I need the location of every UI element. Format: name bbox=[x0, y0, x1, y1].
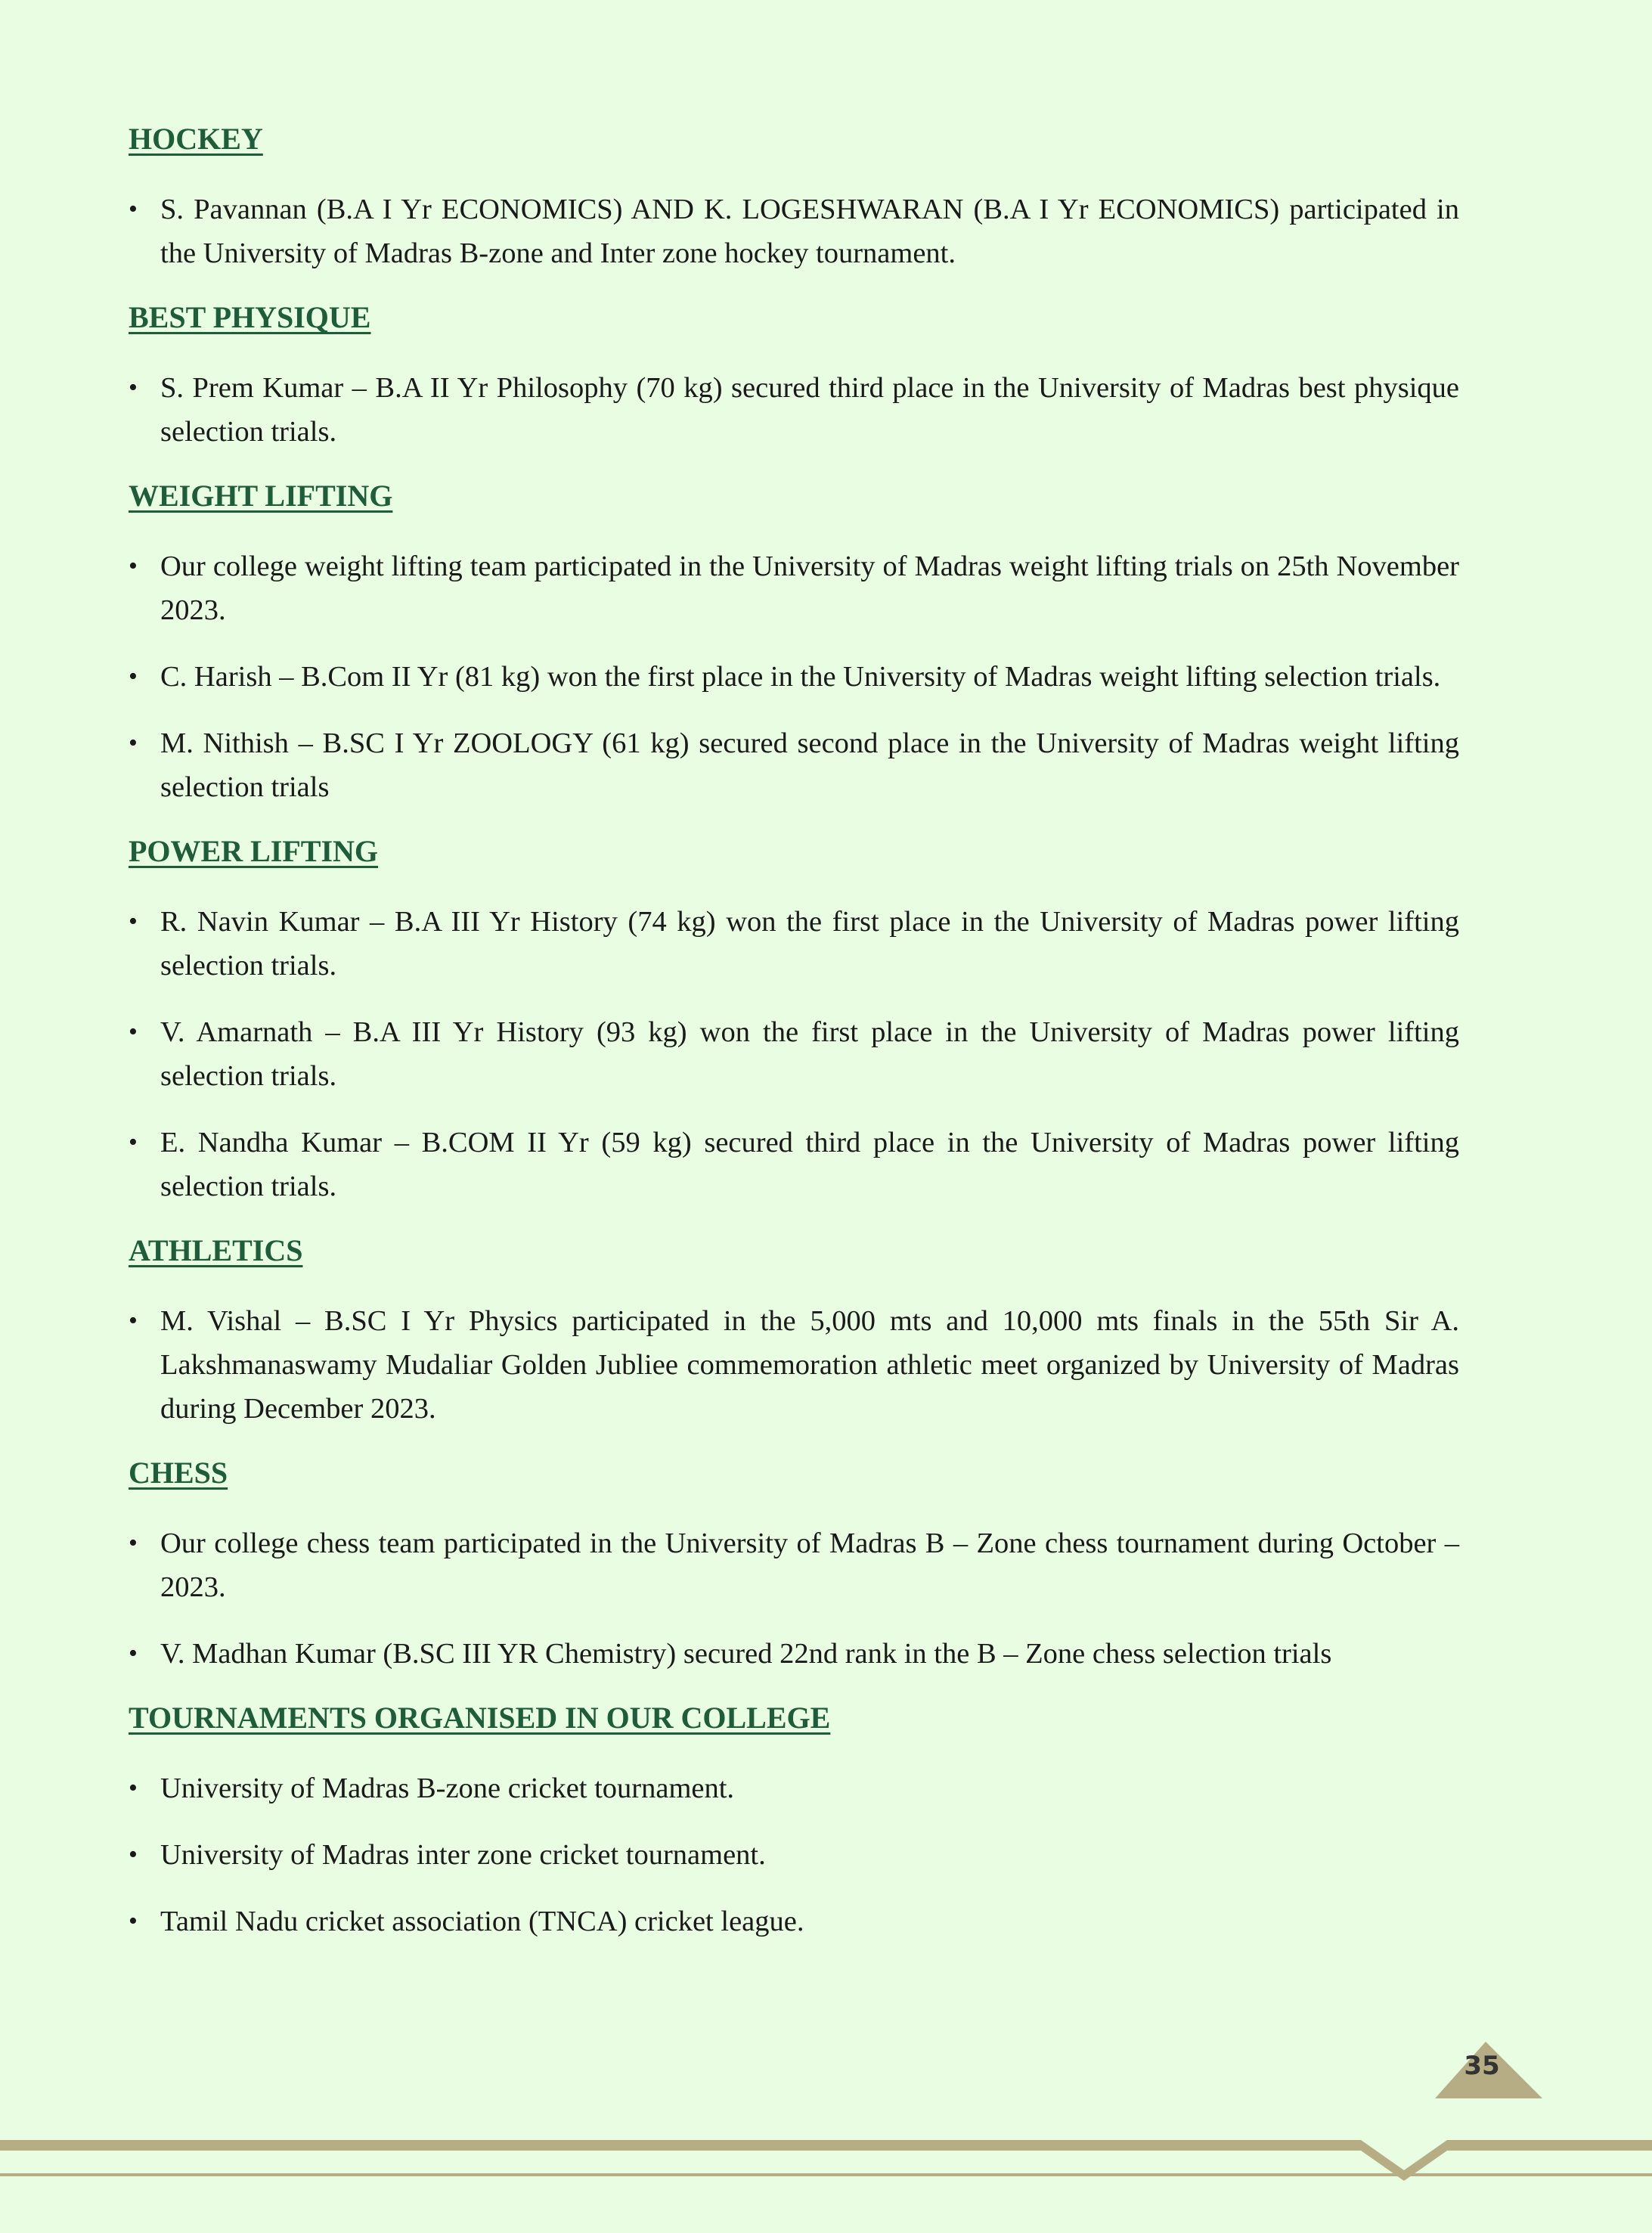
item-text: V. Amarnath – B.A III Yr History (93 kg) won the first place in the University of Madras power lifting selection trials. bbox=[160, 1016, 1459, 1092]
section-power-lifting bbox=[129, 832, 1459, 1208]
page-number: 35 bbox=[1464, 2051, 1500, 2081]
section-heading: TOURNAMENTS ORGANISED IN OUR COLLEGE bbox=[129, 1701, 831, 1735]
bullet-icon: • bbox=[129, 1639, 138, 1667]
list-item bbox=[129, 900, 1459, 988]
list-item bbox=[129, 188, 1459, 275]
list-item bbox=[129, 721, 1459, 809]
page-content bbox=[129, 119, 1459, 1966]
section-chess bbox=[129, 1453, 1459, 1676]
item-text: Our college chess team participated in the University of Madras B – Zone chess tournament during October – 2023. bbox=[160, 1527, 1459, 1603]
list-item bbox=[129, 1833, 1459, 1877]
item-text: University of Madras B-zone cricket tournament. bbox=[160, 1772, 735, 1804]
item-text: M. Vishal – B.SC I Yr Physics participated in the 5,000 mts and 10,000 mts finals in the 55th Sir A. Lakshmanaswamy Mudaliar Golden Jubliee commemoration athletic meet organized by University of Madras during December 2023. bbox=[160, 1305, 1459, 1425]
list-item bbox=[129, 1299, 1459, 1431]
list-item bbox=[129, 544, 1459, 632]
item-text: S. Pavannan (B.A I Yr ECONOMICS) AND K. LOGESHWARAN (B.A I Yr ECONOMICS) participated in the University of Madras B-zone and Inter zone hockey tournament. bbox=[160, 194, 1459, 269]
item-list bbox=[129, 900, 1459, 1208]
item-list bbox=[129, 1299, 1459, 1431]
section-heading: HOCKEY bbox=[129, 122, 263, 156]
section-heading: POWER LIFTING bbox=[129, 834, 379, 868]
section-heading: CHESS bbox=[129, 1456, 228, 1490]
item-text: V. Madhan Kumar (B.SC III YR Chemistry) secured 22nd rank in the B – Zone chess selection trials bbox=[160, 1638, 1332, 1670]
item-list bbox=[129, 188, 1459, 275]
section-best-physique bbox=[129, 298, 1459, 454]
list-item bbox=[129, 366, 1459, 454]
bullet-icon: • bbox=[129, 374, 138, 402]
item-list bbox=[129, 1521, 1459, 1676]
bullet-icon: • bbox=[129, 1841, 138, 1869]
section-heading: WEIGHT LIFTING bbox=[129, 479, 393, 513]
item-text: S. Prem Kumar – B.A II Yr Philosophy (70 kg) secured third place in the University of Madras best physique selection trials. bbox=[160, 372, 1459, 448]
bullet-icon: • bbox=[129, 729, 138, 757]
bullet-icon: • bbox=[129, 195, 138, 223]
item-text: Tamil Nadu cricket association (TNCA) cricket league. bbox=[160, 1906, 804, 1937]
bullet-icon: • bbox=[129, 1128, 138, 1156]
footer-thin-line bbox=[0, 2173, 1652, 2176]
bullet-icon: • bbox=[129, 907, 138, 935]
section-heading: BEST PHYSIQUE bbox=[129, 300, 371, 334]
bullet-icon: • bbox=[129, 1307, 138, 1335]
item-text: E. Nandha Kumar – B.COM II Yr (59 kg) secured third place in the University of Madras power lifting selection trials. bbox=[160, 1127, 1459, 1202]
bullet-icon: • bbox=[129, 552, 138, 580]
section-athletics bbox=[129, 1231, 1459, 1431]
list-item bbox=[129, 1121, 1459, 1208]
footer-decoration bbox=[0, 2042, 1652, 2233]
section-heading: ATHLETICS bbox=[129, 1233, 303, 1267]
list-item bbox=[129, 1521, 1459, 1609]
list-item bbox=[129, 1010, 1459, 1098]
list-item bbox=[129, 1900, 1459, 1943]
section-weight-lifting bbox=[129, 476, 1459, 809]
item-text: Our college weight lifting team participated in the University of Madras weight lifting trials on 25th November 2023. bbox=[160, 550, 1459, 626]
item-text: M. Nithish – B.SC I Yr ZOOLOGY (61 kg) secured second place in the University of Madras weight lifting selection trials bbox=[160, 727, 1459, 803]
item-text: C. Harish – B.Com II Yr (81 kg) won the first place in the University of Madras weight lifting selection trials. bbox=[160, 661, 1441, 693]
section-hockey bbox=[129, 119, 1459, 275]
item-text: University of Madras inter zone cricket tournament. bbox=[160, 1839, 766, 1871]
item-list bbox=[129, 1766, 1459, 1943]
bullet-icon: • bbox=[129, 1907, 138, 1935]
list-item bbox=[129, 1766, 1459, 1810]
bullet-icon: • bbox=[129, 1774, 138, 1802]
item-text: R. Navin Kumar – B.A III Yr History (74 kg) won the first place in the University of Madras power lifting selection trials. bbox=[160, 906, 1459, 982]
section-tournaments bbox=[129, 1698, 1459, 1943]
list-item bbox=[129, 655, 1459, 699]
item-list bbox=[129, 544, 1459, 809]
bullet-icon: • bbox=[129, 1529, 138, 1557]
list-item bbox=[129, 1632, 1459, 1676]
bullet-icon: • bbox=[129, 1018, 138, 1046]
bullet-icon: • bbox=[129, 662, 138, 690]
item-list bbox=[129, 366, 1459, 454]
